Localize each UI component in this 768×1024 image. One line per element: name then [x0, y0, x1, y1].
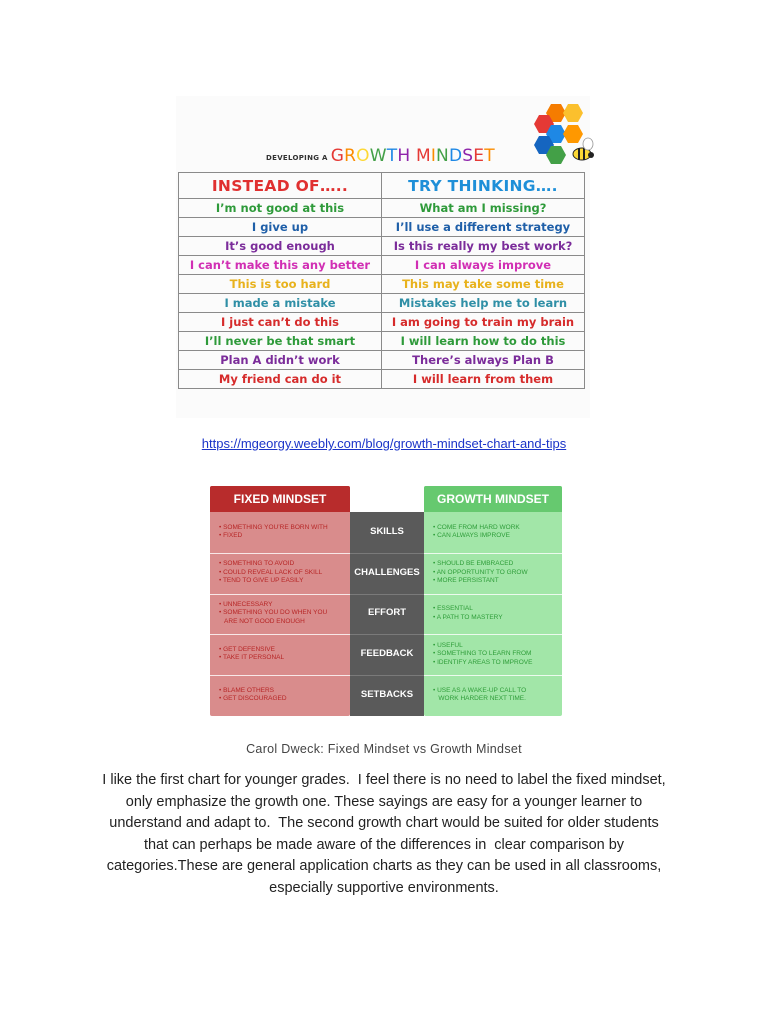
category-column: [350, 512, 424, 716]
growth-mindset-column: [424, 486, 562, 716]
growth-cell-effort: [424, 594, 562, 634]
table-row: [179, 313, 585, 332]
category-label-setbacks: SETBACKS: [360, 688, 414, 700]
table-row: [179, 351, 585, 370]
table-row: [179, 199, 585, 218]
instead-of-cell: I’ll never be that smart: [179, 332, 382, 351]
paragraph-line: categories.These are general application charts as they can be used in all classrooms,: [106, 858, 662, 874]
growth-bullet: • CAN ALWAYS IMPROVE: [433, 532, 510, 539]
paragraph-line: I like the first chart for younger grades. I feel there is no need to label the fixed mindset,: [102, 772, 666, 788]
try-thinking-cell: Mistakes help me to learn: [382, 294, 585, 313]
growth-bullet: • IDENTIFY AREAS TO IMPROVE: [433, 658, 533, 666]
row-divider: [210, 594, 350, 595]
row-divider: [424, 675, 562, 676]
category-label-feedback: FEEDBACK: [360, 648, 414, 660]
row-divider: [424, 594, 562, 595]
instead-of-cell: My friend can do it: [179, 370, 382, 389]
row-divider: [350, 553, 424, 554]
row-divider: [210, 634, 350, 635]
growth-bullet: • A PATH TO MASTERY: [433, 613, 503, 621]
paragraph-line: that can perhaps be made aware of the differences in clear comparison by: [143, 836, 625, 853]
fixed-cell-challenges: [210, 553, 350, 593]
growth-mindset-header: GROWTH MINDSET: [424, 486, 562, 512]
paragraph-line: understand and adapt to. The second growth chart would be suited for older students: [109, 815, 659, 831]
source-link[interactable]: https://mgeorgy.weebly.com/blog/growth-mindset-chart-and-tips: [201, 436, 567, 451]
growth-bullet: • SOMETHING TO LEARN FROM: [433, 650, 532, 658]
instead-of-cell: I give up: [179, 218, 382, 237]
chart1-title-main: GROWTH MINDSET: [330, 146, 495, 166]
fixed-bullet: • BLAME OTHERS: [219, 686, 275, 694]
paragraph-line: especially supportive environments.: [269, 879, 499, 896]
instead-of-cell: I can’t make this any better: [179, 256, 382, 275]
fixed-bullet: • SOMETHING YOU DO WHEN YOU: [219, 609, 328, 617]
row-divider: [350, 594, 424, 595]
fixed-mindset-column: [210, 486, 350, 716]
fixed-bullet: • TAKE IT PERSONAL: [219, 654, 285, 662]
category-label-effort: EFFORT: [368, 607, 406, 619]
chart-caption: Carol Dweck: Fixed Mindset vs Growth Mindset: [246, 742, 522, 756]
fixed-bullet: • SOMETHING YOU’RE BORN WITH: [219, 523, 328, 531]
fixed-bullet: ARE NOT GOOD ENOUGH: [219, 617, 305, 625]
fixed-cell-effort: [210, 594, 350, 634]
growth-bullet: • USEFUL: [433, 641, 463, 649]
growth-bullet: • AN OPPORTUNITY TO GROW: [433, 568, 528, 576]
table-row: [179, 218, 585, 237]
fixed-bullet: • COULD REVEAL LACK OF SKILL: [219, 568, 323, 576]
try-thinking-cell: This may take some time: [382, 275, 585, 294]
growth-bullet: WORK HARDER NEXT TIME.: [433, 695, 526, 703]
fixed-bullet: • TEND TO GIVE UP EASILY: [219, 577, 304, 585]
try-thinking-cell: There’s always Plan B: [382, 351, 585, 370]
row-divider: [210, 553, 350, 554]
try-thinking-cell: I am going to train my brain: [382, 313, 585, 332]
category-label-skills: SKILLS: [370, 525, 404, 537]
try-thinking-cell: I’ll use a different strategy: [382, 218, 585, 237]
chart1-title: [266, 140, 495, 166]
instead-of-cell: This is too hard: [179, 275, 382, 294]
instead-of-cell: I’m not good at this: [179, 199, 382, 218]
instead-of-header: INSTEAD OF…..: [179, 173, 382, 199]
fixed-cell-skills: [210, 512, 350, 552]
hexagon-bee-logo-icon: [530, 102, 602, 168]
growth-bullet: • SHOULD BE EMBRACED: [433, 560, 514, 568]
growth-cell-setbacks: [424, 675, 562, 715]
row-divider: [424, 553, 562, 554]
growth-bullet: • COME FROM HARD WORK: [433, 523, 520, 531]
try-thinking-cell: I can always improve: [382, 256, 585, 275]
try-thinking-cell: Is this really my best work?: [382, 237, 585, 256]
fixed-vs-growth-chart: [208, 484, 564, 720]
row-divider: [424, 634, 562, 635]
table-row: [179, 370, 585, 389]
growth-cell-challenges: [424, 553, 562, 593]
table-row: [179, 294, 585, 313]
fixed-bullet: • GET DISCOURAGED: [219, 695, 287, 703]
fixed-cell-setbacks: [210, 675, 350, 715]
table-row: [179, 237, 585, 256]
growth-cell-feedback: [424, 634, 562, 674]
try-thinking-cell: I will learn from them: [382, 370, 585, 389]
try-thinking-cell: I will learn how to do this: [382, 332, 585, 351]
table-header-row: [179, 173, 585, 199]
fixed-bullet: • SOMETHING TO AVOID: [219, 560, 295, 568]
category-label-challenges: CHALLENGES: [354, 566, 420, 578]
try-thinking-header: TRY THINKING….: [382, 173, 585, 199]
try-thinking-cell: What am I missing?: [382, 199, 585, 218]
growth-bullet: • USE AS A WAKE-UP CALL TO: [433, 686, 527, 694]
instead-of-cell: It’s good enough: [179, 237, 382, 256]
growth-mindset-chart: [176, 96, 590, 418]
instead-of-cell: I just can’t do this: [179, 313, 382, 332]
row-divider: [210, 675, 350, 676]
table-row: [179, 256, 585, 275]
table-row: [179, 275, 585, 294]
growth-bullet: • MORE PERSISTANT: [433, 577, 499, 585]
growth-bullet: • ESSENTIAL: [433, 605, 473, 613]
table-row: [179, 332, 585, 351]
instead-of-cell: Plan A didn’t work: [179, 351, 382, 370]
fixed-bullet: • UNNECESSARY: [219, 600, 273, 608]
mindset-phrase-table: [178, 172, 585, 389]
instead-of-cell: I made a mistake: [179, 294, 382, 313]
chart1-title-prefix: DEVELOPING A: [266, 154, 328, 162]
fixed-bullet: • GET DEFENSIVE: [219, 645, 275, 653]
fixed-cell-feedback: [210, 634, 350, 674]
row-divider: [350, 634, 424, 635]
paragraph-line: only emphasize the growth one. These sayings are easy for a younger learner to: [125, 793, 643, 810]
row-divider: [350, 675, 424, 676]
growth-cell-skills: [424, 512, 562, 552]
commentary-paragraph: [84, 770, 684, 899]
fixed-bullet: • FIXED: [219, 532, 243, 539]
fixed-mindset-header: FIXED MINDSET: [210, 486, 350, 512]
